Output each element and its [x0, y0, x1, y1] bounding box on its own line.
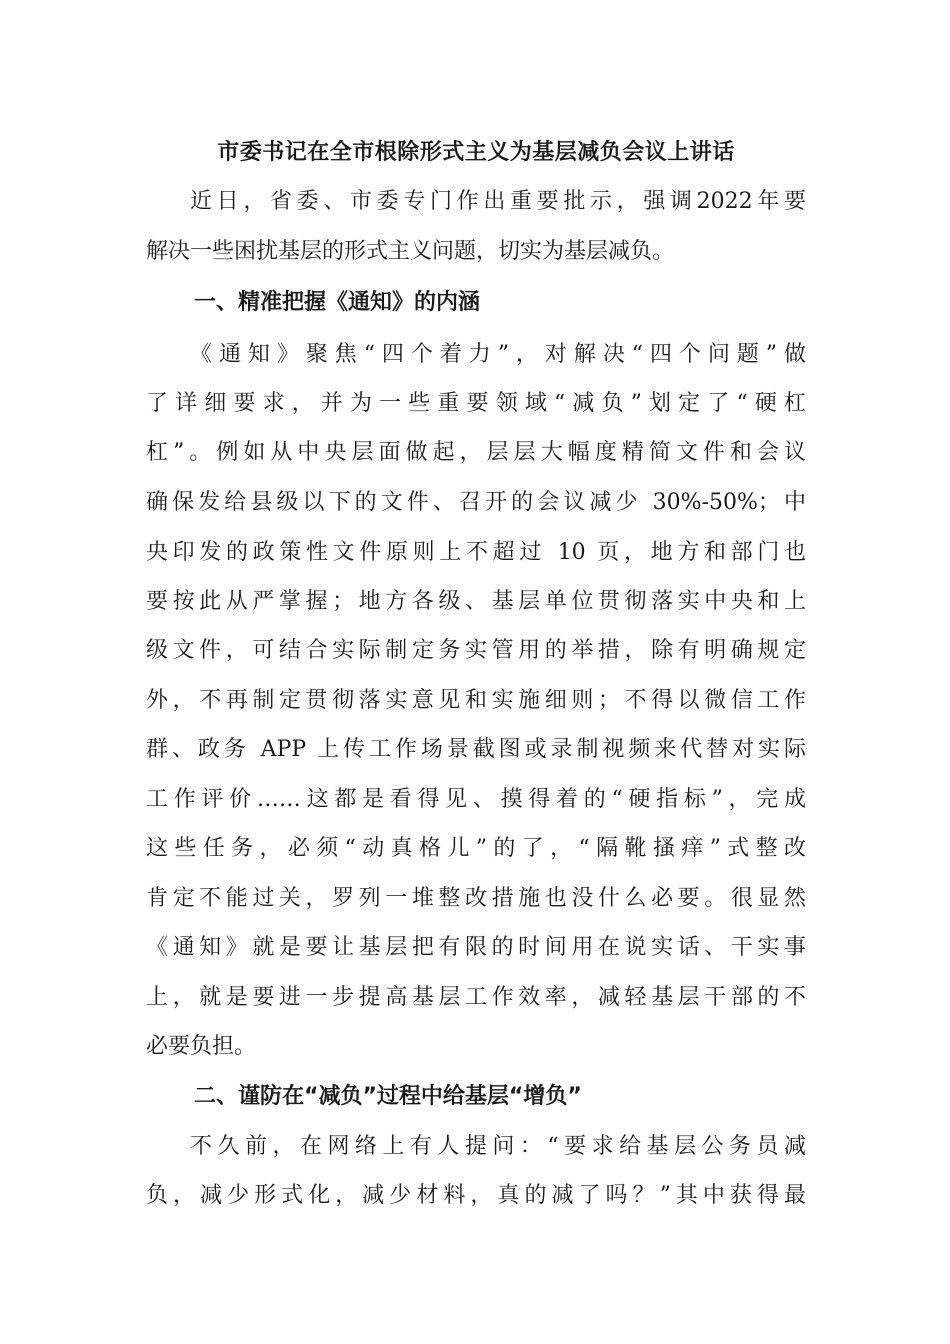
- paragraph-line: 杠”。例如从中央层面做起，层层大幅度精简文件和会议: [146, 440, 806, 465]
- intro-line: 解决一些困扰基层的形式主义问题，切实为基层减负。: [146, 239, 675, 264]
- paragraph-line: 外，不再制定贯彻落实意见和实施细则；不得以微信工作: [146, 688, 806, 713]
- paragraph-line: 必要负担。: [146, 1034, 257, 1059]
- paragraph-line: 了详细要求，并为一些重要领域“减负”划定了“硬杠: [146, 391, 806, 416]
- document-title: 市委书记在全市根除形式主义为基层减负会议上讲话: [217, 140, 735, 165]
- section-2-heading: 二、谨防在“减负”过程中给基层“增负”: [194, 1084, 582, 1109]
- paragraph-line: 要按此从严掌握；地方各级、基层单位贯彻落实中央和上: [146, 589, 806, 614]
- paragraph-line: 工作评价……这都是看得见、摸得着的“硬指标”，完成: [146, 787, 806, 812]
- paragraph-line: 不久前，在网络上有人提问：“要求给基层公务员减: [190, 1134, 806, 1159]
- paragraph-line: 《通知》就是要让基层把有限的时间用在说实话、干实事: [146, 935, 806, 960]
- paragraph-line: 肯定不能过关，罗列一堆整改措施也没什么必要。很显然: [146, 886, 806, 911]
- paragraph-line: 央印发的政策性文件原则上不超过 10 页，地方和部门也: [146, 540, 806, 565]
- paragraph-line: 负，减少形式化，减少材料，真的减了吗？”其中获得最: [146, 1183, 806, 1208]
- paragraph-line: 群、政务 APP 上传工作场景截图或录制视频来代替对实际: [146, 737, 806, 762]
- section-1-heading: 一、精准把握《通知》的内涵: [194, 290, 481, 315]
- paragraph-line: 确保发给县级以下的文件、召开的会议减少 30%-50%；中: [146, 490, 806, 515]
- paragraph-line: 《通知》聚焦“四个着力”，对解决“四个问题”做: [190, 342, 806, 367]
- paragraph-line: 上，就是要进一步提高基层工作效率，减轻基层干部的不: [146, 985, 806, 1010]
- intro-line: 近日，省委、市委专门作出重要批示，强调2022年要: [190, 189, 806, 214]
- paragraph-line: 级文件，可结合实际制定务实管用的举措，除有明确规定: [146, 638, 806, 663]
- paragraph-line: 这些任务，必须“动真格儿”的了，“隔靴搔痒”式整改: [146, 836, 806, 861]
